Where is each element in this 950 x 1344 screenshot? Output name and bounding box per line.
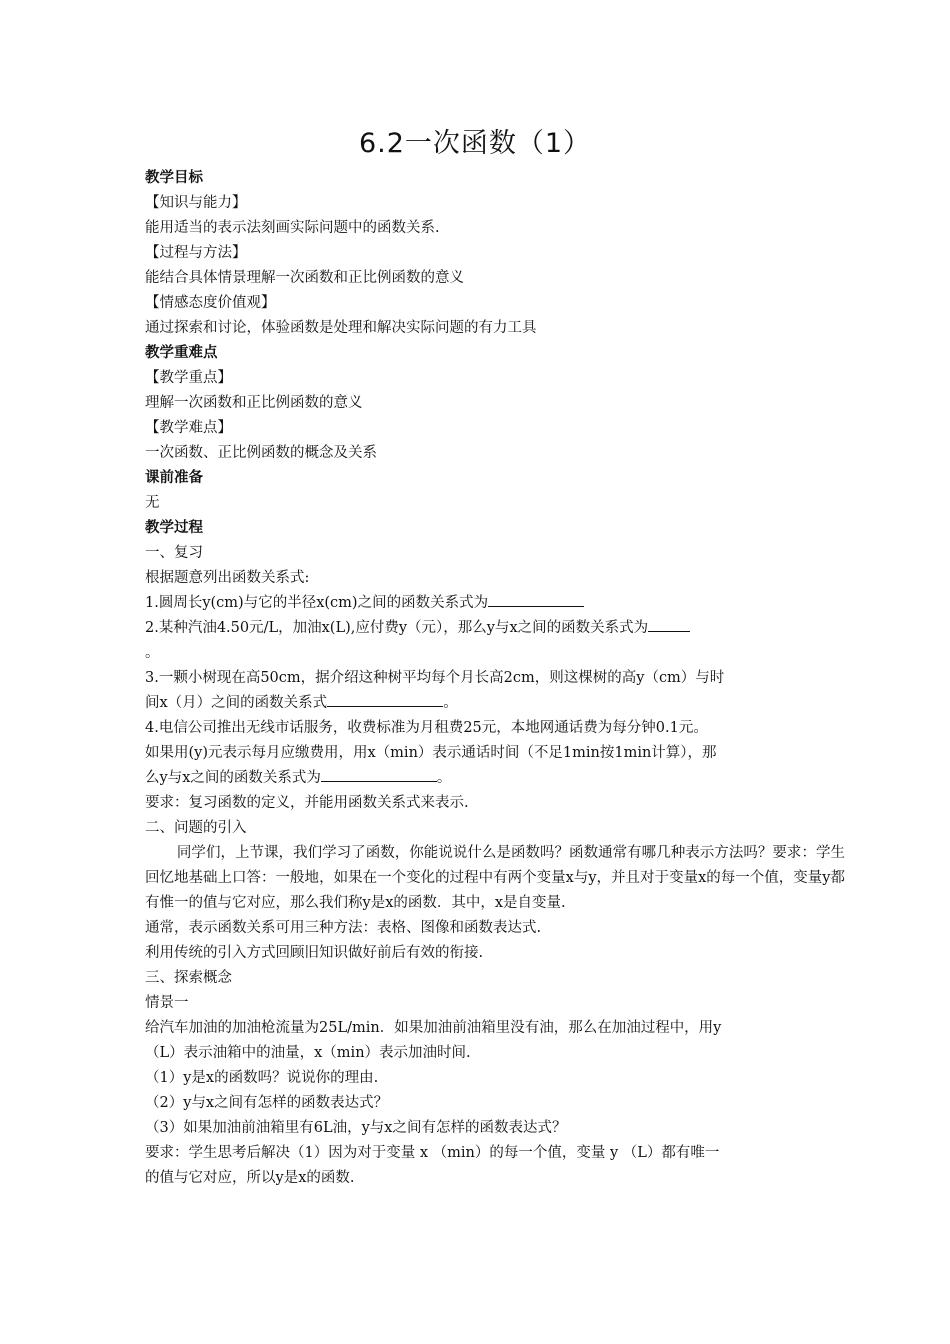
review-q4-text: 么y与x之间的函数关系式为 bbox=[145, 770, 321, 786]
answer-blank bbox=[648, 616, 690, 632]
answer-blank bbox=[321, 766, 437, 782]
answer-blank bbox=[327, 691, 443, 707]
review-q4-line2: 如果用(y)元表示每月应缴费用，用x（min）表示通话时间（不足1min按1min计算），那 bbox=[145, 745, 717, 761]
answer-blank bbox=[488, 591, 584, 607]
process-text: 能结合具体情景理解一次函数和正比例函数的意义 bbox=[145, 270, 464, 286]
goals-heading: 教学目标 bbox=[145, 170, 203, 186]
key-label: 【教学重点】 bbox=[145, 370, 232, 386]
review-q2-end: 。 bbox=[145, 645, 160, 661]
explore-req-line2: 的值与它对应，所以y是x的函数. bbox=[145, 1170, 355, 1186]
explore-scene: 情景一 bbox=[145, 995, 189, 1011]
knowledge-text: 能用适当的表示法刻画实际问题中的函数关系. bbox=[145, 220, 440, 236]
review-q4-end: 。 bbox=[436, 770, 452, 786]
difficulty-text: 一次函数、正比例函数的概念及关系 bbox=[145, 445, 377, 461]
review-q4-line1: 4.电信公司推出无线市话服务，收费标准为月租费25元，本地网通话费为每分钟0.1元。 bbox=[145, 720, 708, 736]
review-q4-line3 bbox=[145, 766, 845, 791]
review-q3-line1: 3.一颗小树现在高50cm，据介绍这种树平均每个月长高2cm，则这棵树的高y（cm）与时 bbox=[145, 670, 725, 686]
explore-scene-line2: （L）表示油箱中的油量，x（min）表示加油时间. bbox=[145, 1045, 471, 1061]
attitude-label: 【情感态度价值观】 bbox=[145, 295, 276, 311]
review-q3-line2 bbox=[145, 691, 845, 716]
explore-sub2: （2）y与x之间有怎样的函数表达式？ bbox=[145, 1095, 389, 1111]
page-title: 6.2一次函数（1） bbox=[358, 128, 592, 159]
explore-heading: 三、探索概念 bbox=[145, 970, 232, 986]
review-q3-text: 间x（月）之间的函数关系式 bbox=[145, 695, 328, 711]
document-body bbox=[145, 166, 845, 1191]
intro-methods: 通常，表示函数关系可用三种方法：表格、图像和函数表达式. bbox=[145, 920, 542, 936]
explore-req-line1: 要求：学生思考后解决（1）因为对于变量 x （min）的每一个值，变量 y （L）都有唯一 bbox=[145, 1145, 720, 1161]
knowledge-label: 【知识与能力】 bbox=[145, 195, 247, 211]
key-text: 理解一次函数和正比例函数的意义 bbox=[145, 395, 363, 411]
prep-text: 无 bbox=[145, 495, 160, 511]
review-q3-end: 。 bbox=[443, 695, 458, 711]
explore-sub1: （1）y是x的函数吗？说说你的理由. bbox=[145, 1070, 379, 1086]
review-q2 bbox=[145, 616, 845, 641]
review-q1-text: 1.圆周长y(cm)与它的半径x(cm)之间的函数关系式为 bbox=[145, 595, 489, 611]
process-label: 【过程与方法】 bbox=[145, 245, 247, 261]
intro-paragraph: 同学们，上节课，我们学习了函数，你能说说什么是函数吗？函数通常有哪几种表示方法吗？要求：学生回忆地基础上口答：一般地，如果在一个变化的过程中有两个变量x与y，并且对于变量x的每一个值，变量y都有惟一的值与它对应，那么我们称y是x的函数．其中，x是自变量. bbox=[145, 845, 845, 911]
intro-heading: 二、问题的引入 bbox=[145, 820, 247, 836]
review-requirement: 要求：复习函数的定义，并能用函数关系式来表示. bbox=[145, 795, 469, 811]
explore-sub3: （3）如果加油前油箱里有6L油，y与x之间有怎样的函数表达式？ bbox=[145, 1120, 567, 1136]
intro-note: 利用传统的引入方式回顾旧知识做好前后有效的衔接. bbox=[145, 945, 484, 961]
attitude-text: 通过探索和讨论，体验函数是处理和解决实际问题的有力工具 bbox=[145, 320, 537, 336]
review-intro: 根据题意列出函数关系式: bbox=[145, 570, 310, 586]
review-q2-text: 2.某种汽油4.50元/L，加油x(L),应付费y（元），那么y与x之间的函数关系式为 bbox=[145, 620, 649, 636]
review-q1 bbox=[145, 591, 845, 616]
difficulty-label: 【教学难点】 bbox=[145, 420, 232, 436]
explore-scene-line1: 给汽车加油的加油枪流量为25L/min．如果加油前油箱里没有油，那么在加油过程中，用y bbox=[145, 1020, 722, 1036]
prep-heading: 课前准备 bbox=[145, 470, 203, 486]
review-heading: 一、复习 bbox=[145, 545, 203, 561]
key-heading: 教学重难点 bbox=[145, 345, 218, 361]
process-heading: 教学过程 bbox=[145, 520, 203, 536]
